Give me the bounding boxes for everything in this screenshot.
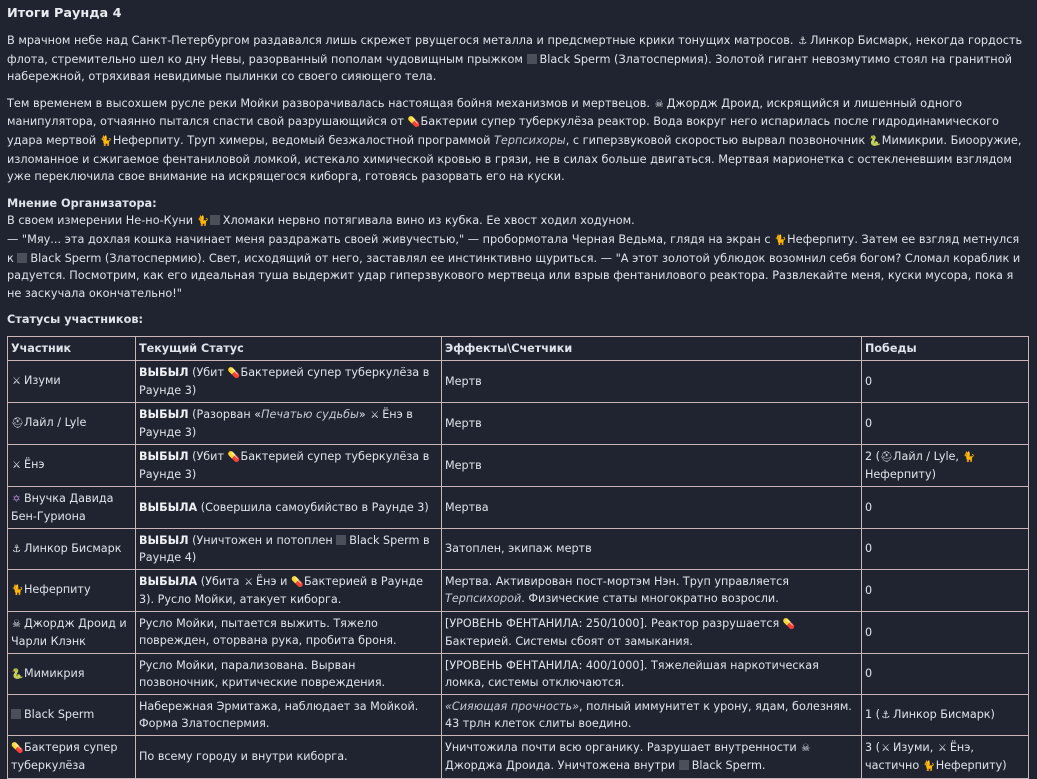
- page-title: Итоги Раунда 4: [7, 6, 122, 21]
- text: Бактерией. Системы сбоят от замыкания.: [445, 634, 693, 648]
- snake-icon: 🐍: [868, 135, 882, 147]
- text: , с гиперзвуковой скоростью вырвал позвоночник: [565, 133, 869, 147]
- text: Ёнэ, частично: [865, 740, 974, 772]
- text: , полный иммунитет к урону, ядам, болезням. 43 трлн клеток слиты воедино.: [445, 699, 852, 730]
- status-cell: Набережная Эрмитажа, наблюдает за Мойкой. Форма Златоспермия.: [136, 694, 442, 735]
- star-of-david-icon: ✡: [12, 493, 21, 505]
- pill-icon: 💊: [782, 618, 796, 630]
- text: , некогда гордость флота, стремительно шел ко дну Невы, разорванный пополам чудовищным прыжком: [7, 34, 1023, 66]
- text: Неферпиту): [865, 467, 936, 481]
- statuses-heading: Статусы участников:: [7, 313, 144, 327]
- sword-icon: ⚔: [881, 742, 891, 754]
- wins-cell: 0: [862, 486, 1029, 528]
- text: (Совершила самоубийство в Раунде 3): [197, 500, 429, 514]
- text: . Затем ее взгляд метнулся к: [7, 232, 1020, 265]
- crossed-swords-icon: ⚔: [244, 576, 254, 588]
- text: (Разорван «: [188, 407, 262, 421]
- participants-table: [7, 336, 1029, 779]
- anchor-icon: ⚓: [12, 543, 21, 555]
- header-effects: Эффекты\Счетчики: [442, 336, 862, 360]
- text: ВЫБЫЛ: [139, 407, 189, 421]
- text: — "Мяу... эта дохлая кошка начинает меня раздражать своей живучестью," — пробормотала Черная Ведьма, глядя на экран с: [7, 232, 775, 246]
- text: 2 (: [865, 449, 881, 463]
- participant-cell: [8, 569, 136, 611]
- effects-cell: Мертв: [442, 360, 862, 402]
- text: Black Sperm.: [691, 759, 766, 773]
- effects-cell: [442, 735, 862, 778]
- table-row: [8, 569, 1029, 611]
- text: Терпсихорой: [445, 592, 522, 606]
- skull-icon: ☠: [801, 743, 811, 755]
- participant-cell: [8, 611, 136, 653]
- crossed-swords-icon: ⚔: [12, 460, 21, 472]
- wins-cell: 0: [862, 528, 1029, 569]
- text: (Убита: [197, 574, 244, 588]
- sword-icon: ⚔: [12, 376, 21, 388]
- text: 3 (: [865, 740, 881, 754]
- paragraph-round-summary: [7, 32, 1025, 86]
- wins-cell: [862, 735, 1029, 778]
- table-row: [8, 528, 1029, 569]
- text: Джорджа Дроида. Уничтожена внутри: [445, 759, 679, 773]
- cat-icon: 🐈: [774, 234, 787, 246]
- table-row: [8, 444, 1029, 486]
- text: 1 (: [865, 707, 881, 721]
- text: . Биооружие, изломанное и сжигаемое фентаниловой ломкой, истекало химической кровью в грязи, не в силах больше двигаться. Мертвая марионетка с остекленевшим взглядом уже переключила свое внимание на искрящегося киборга, готовясь разорвать его на куски.: [7, 133, 1022, 184]
- anchor-icon: ⚓: [798, 36, 808, 47]
- participant-cell: [8, 360, 136, 402]
- text: (Убит: [188, 449, 228, 463]
- text: Лайл / Lyle: [24, 416, 87, 430]
- participant-cell: [8, 653, 136, 694]
- status-cell: [136, 360, 442, 402]
- text: Линкор Бисмарк): [893, 707, 995, 721]
- effects-cell: Мертва: [442, 486, 862, 528]
- status-cell: Русло Мойки, парализована. Вырван позвоночник, критические повреждения.: [136, 653, 442, 694]
- table-row: [8, 694, 1029, 735]
- status-cell: [136, 486, 442, 528]
- text: Бактерией супер туберкулёза в Раунде 3): [139, 449, 430, 481]
- text: (Уничтожен и потоплен: [188, 533, 337, 547]
- pill-icon: 💊: [227, 451, 240, 463]
- table-row: [8, 653, 1029, 694]
- text: Джордж Дроид и Чарли Клэнк: [11, 616, 127, 648]
- cat-icon: 🐈: [962, 451, 976, 463]
- square-icon: [210, 215, 220, 225]
- text: Изуми: [24, 374, 61, 388]
- table-row: [8, 611, 1029, 653]
- wins-cell: [862, 694, 1029, 735]
- square-icon: [17, 253, 27, 263]
- status-cell: [136, 528, 442, 569]
- text: ВЫБЫЛА: [139, 574, 198, 588]
- table-row: [8, 486, 1029, 528]
- pill-icon: 💊: [227, 367, 240, 379]
- text: Бактерия супер туберкулёза: [11, 741, 118, 773]
- text: Неферпиту: [112, 133, 181, 147]
- text: ВЫБЫЛ: [139, 449, 189, 463]
- effects-cell: Затоплен, экипаж мертв: [442, 528, 862, 569]
- paragraph-organizer: [7, 212, 1025, 302]
- wins-cell: 0: [862, 402, 1029, 444]
- text: (Убит: [188, 365, 228, 379]
- text: Ёнэ и: [256, 574, 291, 588]
- text: Линкор Бисмарк: [810, 34, 909, 47]
- table-row: [8, 402, 1029, 444]
- text: Бактерией в Раунде 3). Русло Мойки, атакует киборга.: [139, 574, 424, 606]
- table-row: [8, 735, 1029, 778]
- effects-cell: [442, 569, 862, 611]
- pill-icon: 💊: [11, 743, 24, 755]
- effects-cell: Мертв: [442, 402, 862, 444]
- text: Изуми,: [893, 740, 937, 754]
- text: ВЫБЫЛ: [139, 533, 189, 547]
- text: Тем временем в высохшем русле реки Мойки разворачивалась настоящая бойня механизмов и мертвецов.: [7, 96, 654, 110]
- participant-cell: [8, 735, 136, 778]
- text: Терпсихоры: [494, 133, 566, 147]
- text: Лайл / Lyle,: [893, 449, 963, 463]
- status-cell: [136, 402, 442, 444]
- cat-icon: 🐈: [196, 216, 210, 228]
- header-wins: Победы: [862, 336, 1029, 360]
- header-participant: Участник: [8, 336, 136, 360]
- status-cell: [136, 569, 442, 611]
- text: Black Sperm в Раунде 4): [139, 533, 430, 564]
- text: . Труп химеры, ведомый безжалостной программой: [180, 133, 495, 147]
- helmet-icon: ⛑: [880, 451, 893, 463]
- organizer-heading: Мнение Организатора:: [7, 196, 157, 210]
- status-cell: По всему городу и внутри киборга.: [136, 735, 442, 778]
- cat-icon: 🐈: [99, 135, 113, 147]
- text: Печатью судьбы: [261, 407, 359, 421]
- text: »: [358, 407, 370, 421]
- participant-cell: [8, 486, 136, 528]
- header-status: Текущий Статус: [136, 336, 442, 360]
- text: В мрачном небе над Санкт-Петербургом раздавался лишь скрежет рвущегося металла и предсмертные крики тонущих матросов.: [7, 34, 798, 47]
- text: реактор. Вода вокруг него испарилась после гидродинамического удара мертвой: [7, 115, 999, 147]
- text: . Свет, исходящий от него, заставлял ее инстинктивно щуриться. — "А этот золотой ублюдок возомнил себя богом? Сломал кораблик и радуется. Посмотрим, как его идеальная туша выдержит удар гиперзвукового мертвеца или взрыв фентанилового реактора. Развлекайте меня, куски мусора, пока я не заскучала окончательно!": [7, 251, 1021, 300]
- text: Бактерии супер туберкулёза: [420, 115, 594, 129]
- wins-cell: 0: [862, 360, 1029, 402]
- text: Мимикрии: [881, 133, 944, 147]
- effects-cell: Мертв: [442, 444, 862, 486]
- cat-icon: 🐈: [922, 760, 936, 772]
- cat-icon: 🐈: [11, 585, 24, 597]
- text: Линкор Бисмарк: [24, 541, 122, 555]
- text: Джордж Дроид: [666, 96, 760, 110]
- crossed-swords-icon: ⚔: [937, 742, 947, 754]
- helmet-icon: ⛑: [11, 418, 24, 430]
- skull-icon: ☠: [654, 98, 664, 110]
- square-icon: [11, 709, 21, 719]
- effects-cell: [442, 611, 862, 653]
- wins-cell: 0: [862, 611, 1029, 653]
- participant-cell: [8, 694, 136, 735]
- text: Мимикрия: [24, 666, 85, 680]
- text: ВЫБЫЛ: [139, 365, 189, 379]
- text: Мертва. Активирован пост-мортэм Нэн. Труп управляется: [445, 575, 789, 589]
- text: Ёнэ в Раунде 3): [139, 407, 413, 439]
- wins-cell: 0: [862, 569, 1029, 611]
- pill-icon: 💊: [407, 117, 420, 129]
- text: Хломаки нервно потягивала вино из кубка. Ее хвост ходил ходуном.: [222, 214, 635, 228]
- text: , искрящийся и лишенный одного манипулятора, отчаянно пытался спасти свой разрушающийся от: [7, 96, 963, 129]
- table-header-row: [8, 336, 1029, 360]
- text: «Сияющая прочность»: [445, 699, 580, 713]
- text: Неферпиту: [24, 583, 91, 597]
- text: Бактерией супер туберкулёза в Раунде 3): [139, 365, 430, 397]
- participant-cell: [8, 402, 136, 444]
- participant-cell: [8, 528, 136, 569]
- skull-icon: ☠: [12, 618, 21, 630]
- status-cell: Русло Мойки, пытается выжить. Тяжело поврежден, оторвана рука, пробита броня.: [136, 611, 442, 653]
- effects-cell: [УРОВЕНЬ ФЕНТАНИЛА: 400/1000]. Тяжелейшая наркотическая ломка, системы отключаются.: [442, 653, 862, 694]
- text: В своем измерении Не-но-Куни: [7, 214, 197, 228]
- text: [УРОВЕНЬ ФЕНТАНИЛА: 250/1000]. Реактор разрушается: [445, 616, 783, 630]
- paragraph-moika: [7, 95, 1025, 186]
- square-icon: [679, 760, 689, 770]
- text: . Золотой гигант невозмутимо стоял на гранитной набережной, отряхивая невидимые пылинки со своего сияющего тела.: [7, 52, 1012, 84]
- text: ВЫБЫЛА: [139, 500, 198, 514]
- participant-cell: [8, 444, 136, 486]
- text: Внучка Давида Бен-Гуриона: [11, 491, 114, 523]
- text: Уничтожила почти всю органику. Разрушает внутренности: [445, 741, 801, 755]
- square-icon: [527, 54, 537, 64]
- text: Black Sperm: [24, 708, 95, 722]
- anchor-icon: ⚓: [881, 709, 891, 721]
- status-cell: [136, 444, 442, 486]
- effects-cell: [442, 694, 862, 735]
- crossed-swords-icon: ⚔: [370, 409, 380, 421]
- text: . Физические статы многократно возросли.: [521, 592, 779, 606]
- pill-icon: 💊: [290, 576, 304, 588]
- text: Неферпиту: [787, 232, 855, 246]
- text: Неферпиту): [935, 758, 1007, 772]
- text: Black Sperm (Златоспермию): [30, 251, 202, 265]
- wins-cell: [862, 444, 1029, 486]
- wins-cell: 0: [862, 653, 1029, 694]
- text: Ёнэ: [24, 458, 45, 472]
- table-row: [8, 360, 1029, 402]
- square-icon: [336, 535, 346, 545]
- text: Black Sperm (Златоспермия): [539, 52, 709, 66]
- snake-icon: 🐍: [11, 668, 24, 680]
